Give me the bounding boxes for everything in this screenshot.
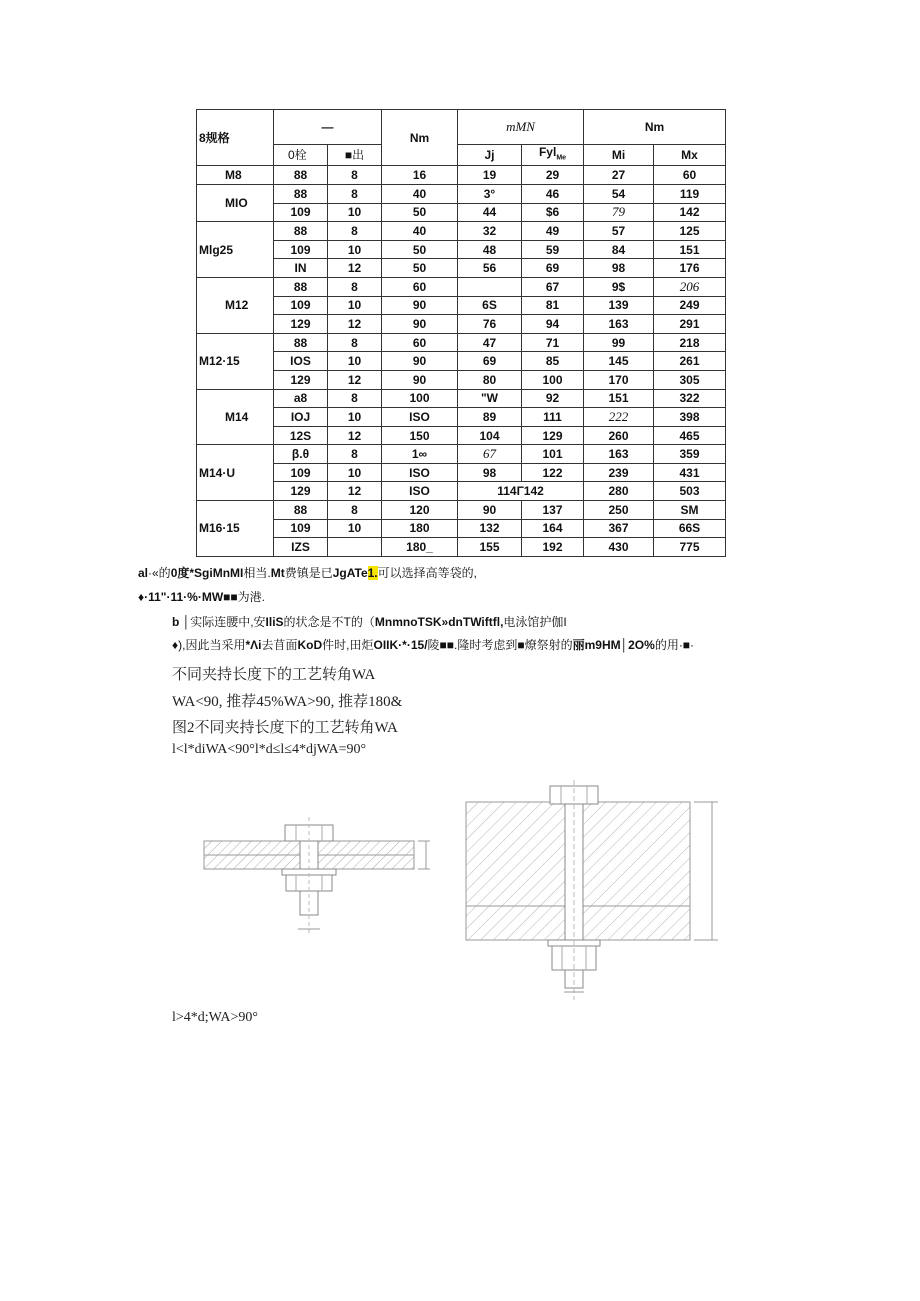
table-row — [197, 259, 726, 278]
table-cell: 8 — [328, 389, 382, 408]
table-cell: IOS — [274, 352, 328, 371]
table-row — [197, 277, 726, 296]
table-cell: 88 — [274, 166, 328, 185]
table-row — [197, 370, 726, 389]
table-cell: 40 — [382, 184, 458, 203]
table-cell: 46 — [522, 184, 584, 203]
table-cell: 150 — [382, 426, 458, 445]
table-cell: 88 — [274, 277, 328, 296]
table-row — [197, 333, 726, 352]
table-cell: 239 — [584, 463, 654, 482]
table-cell: 129 — [522, 426, 584, 445]
table-cell: 151 — [654, 240, 726, 259]
table-cell: 29 — [522, 166, 584, 185]
table-cell: IZS — [274, 538, 328, 557]
table-cell: 79 — [584, 203, 654, 222]
table-cell: 99 — [584, 333, 654, 352]
header-mmn: mMN — [458, 110, 584, 145]
table-cell: 430 — [584, 538, 654, 557]
spec-label: M12·15 — [197, 333, 274, 389]
table-cell: IOJ — [274, 408, 328, 427]
table-cell: 48 — [458, 240, 522, 259]
bolt-spec-table — [196, 109, 726, 557]
spec-label: MIO — [197, 184, 274, 221]
table-cell: 89 — [458, 408, 522, 427]
table-row — [197, 426, 726, 445]
table-cell — [458, 277, 522, 296]
table-row — [197, 519, 726, 538]
table-cell: 503 — [654, 482, 726, 501]
table-row — [197, 240, 726, 259]
table-cell: ISO — [382, 482, 458, 501]
header-dash: — — [274, 110, 382, 145]
table-cell: 50 — [382, 259, 458, 278]
table-cell: 98 — [458, 463, 522, 482]
table-cell: 90 — [382, 315, 458, 334]
table-cell: 88 — [274, 501, 328, 520]
table-cell: 142 — [654, 203, 726, 222]
table-cell: 60 — [654, 166, 726, 185]
table-cell: 90 — [382, 296, 458, 315]
table-cell: 98 — [584, 259, 654, 278]
table-cell: 155 — [458, 538, 522, 557]
table-cell: 305 — [654, 370, 726, 389]
table-cell: 90 — [382, 370, 458, 389]
text-line-1: 不同夹持长度下的工艺转角WA — [172, 667, 376, 683]
note-2: ♦·11"·11·%·MW■■为港. — [138, 590, 265, 604]
table-cell: 9$ — [584, 277, 654, 296]
table-cell: 60 — [382, 333, 458, 352]
table-cell: 16 — [382, 166, 458, 185]
table-cell: 6S — [458, 296, 522, 315]
table-cell: 10 — [328, 463, 382, 482]
table-cell: 67 — [458, 445, 522, 464]
table-cell: 109 — [274, 203, 328, 222]
table-cell: 10 — [328, 296, 382, 315]
table-cell: 85 — [522, 352, 584, 371]
table-cell: 222 — [584, 408, 654, 427]
table-cell: 104 — [458, 426, 522, 445]
table-cell: ISO — [382, 463, 458, 482]
table-cell: 8 — [328, 184, 382, 203]
table-cell: 90 — [382, 352, 458, 371]
table-cell: 250 — [584, 501, 654, 520]
spec-label: Mlg25 — [197, 222, 274, 278]
header-bolt-grade: 0栓 — [274, 145, 328, 166]
table-row — [197, 463, 726, 482]
table-cell: 76 — [458, 315, 522, 334]
table-cell: 90 — [458, 501, 522, 520]
table-cell: 44 — [458, 203, 522, 222]
table-row — [197, 222, 726, 241]
table-cell: 10 — [328, 408, 382, 427]
table-cell: 291 — [654, 315, 726, 334]
table-cell: a8 — [274, 389, 328, 408]
table-cell: $6 — [522, 203, 584, 222]
table-cell: 92 — [522, 389, 584, 408]
table-cell: 69 — [522, 259, 584, 278]
table-row — [197, 408, 726, 427]
table-cell: 367 — [584, 519, 654, 538]
table-cell: 88 — [274, 222, 328, 241]
table-cell: 59 — [522, 240, 584, 259]
table-cell: 10 — [328, 519, 382, 538]
table-cell: 47 — [458, 333, 522, 352]
table-cell: 66S — [654, 519, 726, 538]
table-cell: 206 — [654, 277, 726, 296]
spec-label: M16·15 — [197, 501, 274, 557]
table-cell: 145 — [584, 352, 654, 371]
table-cell: 163 — [584, 445, 654, 464]
table-cell: 170 — [584, 370, 654, 389]
table-cell: 8 — [328, 166, 382, 185]
table-cell: 151 — [584, 389, 654, 408]
table-cell: 12S — [274, 426, 328, 445]
note-1: al·«的0度*SgiMnMI相当.Mt费镇是已JgATe1.可以选择高等袋的, — [138, 566, 477, 580]
table-cell — [328, 538, 382, 557]
table-cell: 398 — [654, 408, 726, 427]
table-row — [197, 166, 726, 185]
table-cell: 12 — [328, 482, 382, 501]
table-row — [197, 352, 726, 371]
text-line-3: 图2不同夹持长度下的工艺转角WA — [172, 720, 398, 736]
table-cell: 12 — [328, 426, 382, 445]
note-3: b │实际连腰中,安IliS的状念是不T的（MnmnoTSK»dnTWiftfl,电泳馆护伽I — [172, 615, 567, 629]
table-cell: 56 — [458, 259, 522, 278]
table-cell: 88 — [274, 184, 328, 203]
table-cell: 100 — [382, 389, 458, 408]
table-row — [197, 538, 726, 557]
table-cell: 50 — [382, 240, 458, 259]
table-cell: 192 — [522, 538, 584, 557]
table-cell: 12 — [328, 259, 382, 278]
table-cell: 81 — [522, 296, 584, 315]
table-row — [197, 482, 726, 501]
table-cell: 218 — [654, 333, 726, 352]
table-cell: 8 — [328, 333, 382, 352]
table-cell: 322 — [654, 389, 726, 408]
table-cell: 3° — [458, 184, 522, 203]
table-cell: 101 — [522, 445, 584, 464]
table-cell: 32 — [458, 222, 522, 241]
table-cell: 27 — [584, 166, 654, 185]
table-cell: SM — [654, 501, 726, 520]
table-row — [197, 501, 726, 520]
table-cell: 125 — [654, 222, 726, 241]
table-cell: 8 — [328, 222, 382, 241]
highlight-mark: 1. — [367, 566, 378, 580]
text-line-4: l<l*diWA<90°l*d≤l≤4*djWA=90° — [172, 742, 367, 757]
table-cell: 163 — [584, 315, 654, 334]
table-cell: 137 — [522, 501, 584, 520]
table-cell: 8 — [328, 501, 382, 520]
spec-label: M14 — [197, 389, 274, 445]
table-cell: 129 — [274, 315, 328, 334]
table-cell: 111 — [522, 408, 584, 427]
table-cell: 176 — [654, 259, 726, 278]
table-cell: IN — [274, 259, 328, 278]
table-cell: 8 — [328, 277, 382, 296]
table-cell: 431 — [654, 463, 726, 482]
table-row — [197, 445, 726, 464]
table-cell: 49 — [522, 222, 584, 241]
table-cell: 132 — [458, 519, 522, 538]
header-j: Jj — [458, 145, 522, 166]
table-cell: 139 — [584, 296, 654, 315]
table-cell: 100 — [522, 370, 584, 389]
header-nut-grade: ■出 — [328, 145, 382, 166]
spec-label: M8 — [197, 166, 274, 185]
table-cell: 122 — [522, 463, 584, 482]
table-cell: 40 — [382, 222, 458, 241]
table-cell: 88 — [274, 333, 328, 352]
long-clamp-drawing — [462, 780, 722, 1002]
header-fyl: Fyl$_{Me}$ — [522, 145, 584, 166]
table-cell: 60 — [382, 277, 458, 296]
table-cell: 359 — [654, 445, 726, 464]
table-cell: 109 — [274, 296, 328, 315]
table-cell: 12 — [328, 315, 382, 334]
header-spec: 8规格 — [197, 110, 274, 166]
header-nm-2: Nm — [584, 110, 726, 145]
table-cell: 19 — [458, 166, 522, 185]
header-nm: Nm — [382, 110, 458, 166]
table-cell: 50 — [382, 203, 458, 222]
table-cell: 54 — [584, 184, 654, 203]
table-row — [197, 203, 726, 222]
text-line-2: WA<90, 推荐45%WA>90, 推荐180& — [172, 694, 403, 710]
short-clamp-drawing — [198, 815, 438, 935]
table-cell: 120 — [382, 501, 458, 520]
table-cell: 10 — [328, 203, 382, 222]
table-row — [197, 315, 726, 334]
table-cell: 80 — [458, 370, 522, 389]
table-cell: 465 — [654, 426, 726, 445]
spec-label: M12 — [197, 277, 274, 333]
table-cell: 12 — [328, 370, 382, 389]
table-cell: 129 — [274, 482, 328, 501]
header-mx: Mx — [654, 145, 726, 166]
table-cell: 71 — [522, 333, 584, 352]
table-cell: 69 — [458, 352, 522, 371]
header-mi: Mi — [584, 145, 654, 166]
table-cell: 180 — [382, 519, 458, 538]
table-cell: 114Γ142 — [458, 482, 584, 501]
table-cell: "W — [458, 389, 522, 408]
table-cell: 180_ — [382, 538, 458, 557]
table-row — [197, 184, 726, 203]
table-cell: β.θ — [274, 445, 328, 464]
table-cell: 260 — [584, 426, 654, 445]
table-cell: 1∞ — [382, 445, 458, 464]
table-cell: 249 — [654, 296, 726, 315]
note-4: ♦),因此当采用*Λi去苜面KoD件时,田炬OIIK·*·15/陵■■.隆时考虑到■燎祭射的丽m9HM│2O%的用·■· — [172, 638, 695, 652]
table-cell: 119 — [654, 184, 726, 203]
table-cell: 84 — [584, 240, 654, 259]
text-line-5: l>4*d;WA>90° — [172, 1010, 258, 1025]
table-cell: 775 — [654, 538, 726, 557]
table-cell: 10 — [328, 240, 382, 259]
table-cell: 57 — [584, 222, 654, 241]
table-cell: ISO — [382, 408, 458, 427]
table-cell: 109 — [274, 463, 328, 482]
table-body — [197, 166, 726, 556]
table-cell: 67 — [522, 277, 584, 296]
spec-label: M14·U — [197, 445, 274, 501]
table-cell: 94 — [522, 315, 584, 334]
table-cell: 109 — [274, 240, 328, 259]
table-cell: 10 — [328, 352, 382, 371]
table-cell: 109 — [274, 519, 328, 538]
table-cell: 261 — [654, 352, 726, 371]
table-cell: 129 — [274, 370, 328, 389]
table-cell: 8 — [328, 445, 382, 464]
table-cell: 280 — [584, 482, 654, 501]
table-cell: 164 — [522, 519, 584, 538]
table-row — [197, 296, 726, 315]
table-row — [197, 389, 726, 408]
